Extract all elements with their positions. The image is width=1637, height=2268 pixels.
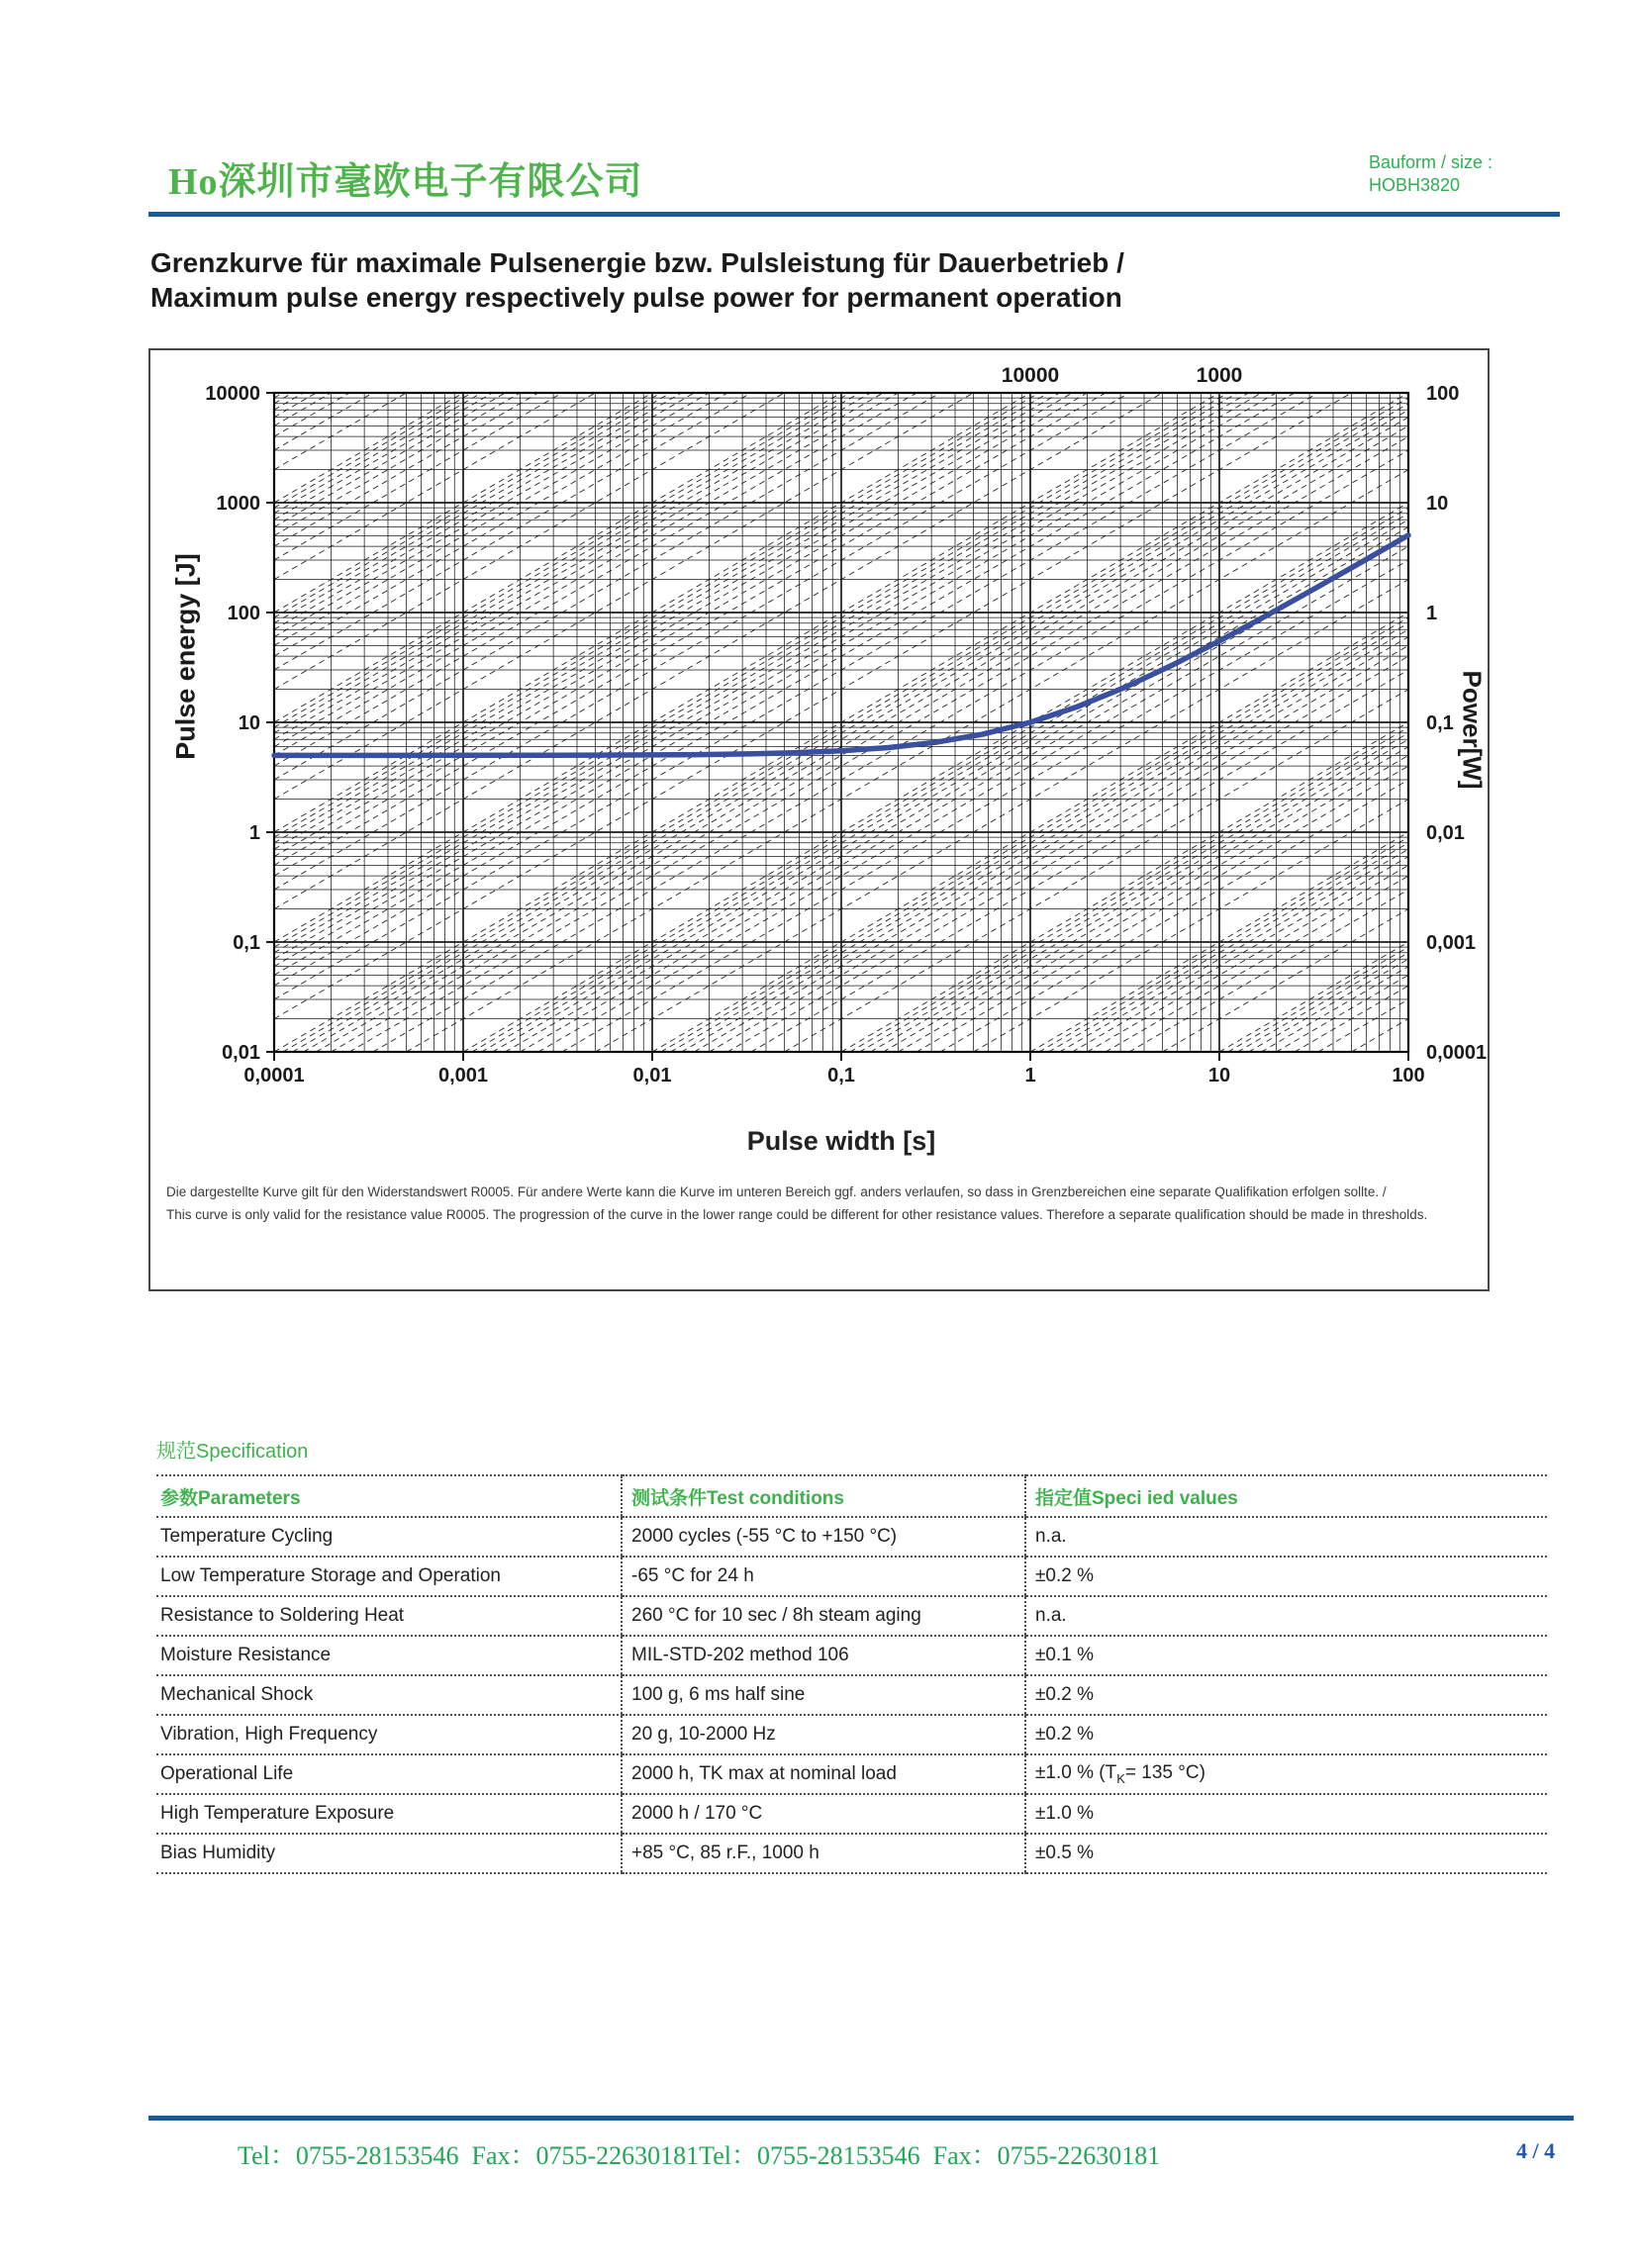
header-test-conditions: 测试条件Test conditions <box>622 1475 1025 1517</box>
page-number: 4 / 4 <box>1516 2138 1556 2163</box>
y-right-tick-label: 0,01 <box>1426 822 1465 844</box>
x-tick-label: 0,001 <box>437 1065 489 1087</box>
spec-section-title: 规范Specification <box>156 1441 309 1463</box>
condition-cell: 2000 cycles (-55 °C to +150 °C) <box>622 1517 1025 1557</box>
x-tick-label: 0,01 <box>632 1065 672 1087</box>
condition-cell: 20 g, 10-2000 Hz <box>622 1715 1025 1754</box>
spec-table-row <box>156 1794 1547 1834</box>
x-tick-label: 0,0001 <box>243 1065 305 1087</box>
value-cell: n.a. <box>1025 1517 1547 1557</box>
x-tick-label: 0,1 <box>827 1065 855 1087</box>
y-right-tick-label: 1 <box>1426 603 1438 624</box>
spec-table-header-row <box>156 1475 1547 1517</box>
spec-table-container <box>156 1474 1547 1874</box>
parameter-cell: Temperature Cycling <box>156 1517 622 1557</box>
y-right-tick-label: 0,1 <box>1426 712 1454 734</box>
header-specified-values: 指定值Speci ied values <box>1025 1475 1547 1517</box>
condition-cell: MIL-STD-202 method 106 <box>622 1636 1025 1675</box>
header-rule <box>148 212 1560 217</box>
company-logo-text: Ho深圳市毫欧电子有限公司 <box>168 161 643 203</box>
spec-table-row <box>156 1715 1547 1754</box>
y-axis-title-left: Pulse energy [J] <box>170 553 201 760</box>
parameter-cell: Mechanical Shock <box>156 1675 622 1715</box>
y-left-tick-label: 1000 <box>216 493 260 515</box>
chart-footnote-english: This curve is only valid for the resistance value R0005. The progression of the curve in the lower range could be different for other resistance values. Therefore a separate qualification should be made in thresholds. <box>166 1207 1428 1222</box>
y-left-tick-label: 100 <box>227 603 260 624</box>
document-title <box>150 245 1437 315</box>
spec-table <box>156 1474 1547 1874</box>
y-axis-title-right: Power[W] <box>1457 670 1488 790</box>
bauform-value: HOBH3820 <box>1369 175 1461 195</box>
y-left-tick-label: 0,01 <box>222 1042 260 1064</box>
condition-cell: -65 °C for 24 h <box>622 1557 1025 1596</box>
bauform-size-block <box>1369 151 1493 197</box>
document-title-line1: Grenzkurve für maximale Pulsenergie bzw. Pulsleistung für Dauerbetrieb / <box>150 247 1124 278</box>
x-tick-label: 1 <box>1024 1065 1036 1087</box>
y-left-tick-label: 10000 <box>205 383 260 405</box>
document-title-line2: Maximum pulse energy respectively pulse power for permanent operation <box>150 282 1122 313</box>
y-left-tick-label: 0,1 <box>233 932 260 954</box>
value-cell: ±0.1 % <box>1025 1636 1547 1675</box>
value-cell: ±0.2 % <box>1025 1675 1547 1715</box>
parameter-cell: Vibration, High Frequency <box>156 1715 622 1754</box>
chart-footnote <box>166 1181 1473 1226</box>
parameter-cell: Resistance to Soldering Heat <box>156 1596 622 1636</box>
value-cell: ±1.0 % ($T_K= 135$ °C) <box>1025 1754 1547 1794</box>
y-right-tick-label: 0,001 <box>1426 932 1477 954</box>
y-left-tick-label: 1 <box>248 822 260 844</box>
header-parameters: 参数Parameters <box>156 1475 622 1517</box>
bauform-label: Bauform / size : <box>1369 152 1493 172</box>
x-tick-label: 100 <box>1392 1065 1425 1087</box>
condition-cell: 2000 h, TK max at nominal load <box>622 1754 1025 1794</box>
spec-table-row <box>156 1675 1547 1715</box>
value-cell: ±0.2 % <box>1025 1715 1547 1754</box>
spec-table-row <box>156 1557 1547 1596</box>
value-cell: ±1.0 % <box>1025 1794 1547 1834</box>
parameter-cell: Operational Life <box>156 1754 622 1794</box>
value-cell: n.a. <box>1025 1596 1547 1636</box>
y-left-tick-label: 10 <box>238 712 260 734</box>
power-line-label: 10000 <box>1001 364 1060 387</box>
y-right-tick-label: 100 <box>1426 383 1460 405</box>
x-tick-label: 10 <box>1207 1065 1231 1087</box>
footer-rule <box>148 2116 1574 2121</box>
spec-table-row <box>156 1636 1547 1675</box>
parameter-cell: High Temperature Exposure <box>156 1794 622 1834</box>
spec-table-row <box>156 1596 1547 1636</box>
power-line-label: 1000 <box>1196 364 1243 387</box>
parameter-cell: Bias Humidity <box>156 1834 622 1873</box>
spec-table-row <box>156 1517 1547 1557</box>
condition-cell: 260 °C for 10 sec / 8h steam aging <box>622 1596 1025 1636</box>
condition-cell: 100 g, 6 ms half sine <box>622 1675 1025 1715</box>
condition-cell: +85 °C, 85 r.F., 1000 h <box>622 1834 1025 1873</box>
footer-contacts: Tel：0755-28153546 Fax：0755-22630181Tel：0755-28153546 Fax：0755-22630181 <box>238 2141 1161 2170</box>
chart-footnote-german: Die dargestellte Kurve gilt für den Widerstandswert R0005. Für andere Werte kann die Kurve im unteren Bereich ggf. anders verlaufen, so dass in Grenzbereichen eine separate Qualifikation erfolgen sollte. / <box>166 1184 1387 1199</box>
value-cell: ±0.5 % <box>1025 1834 1547 1873</box>
y-right-tick-label: 10 <box>1426 493 1449 515</box>
parameter-cell: Moisture Resistance <box>156 1636 622 1675</box>
spec-table-row <box>156 1834 1547 1873</box>
spec-table-row <box>156 1754 1547 1794</box>
y-right-tick-label: 0,0001 <box>1426 1042 1488 1064</box>
value-cell: ±0.2 % <box>1025 1557 1547 1596</box>
spec-table-body <box>156 1517 1547 1873</box>
condition-cell: 2000 h / 170 °C <box>622 1794 1025 1834</box>
parameter-cell: Low Temperature Storage and Operation <box>156 1557 622 1596</box>
x-axis-title: Pulse width [s] <box>746 1126 936 1156</box>
